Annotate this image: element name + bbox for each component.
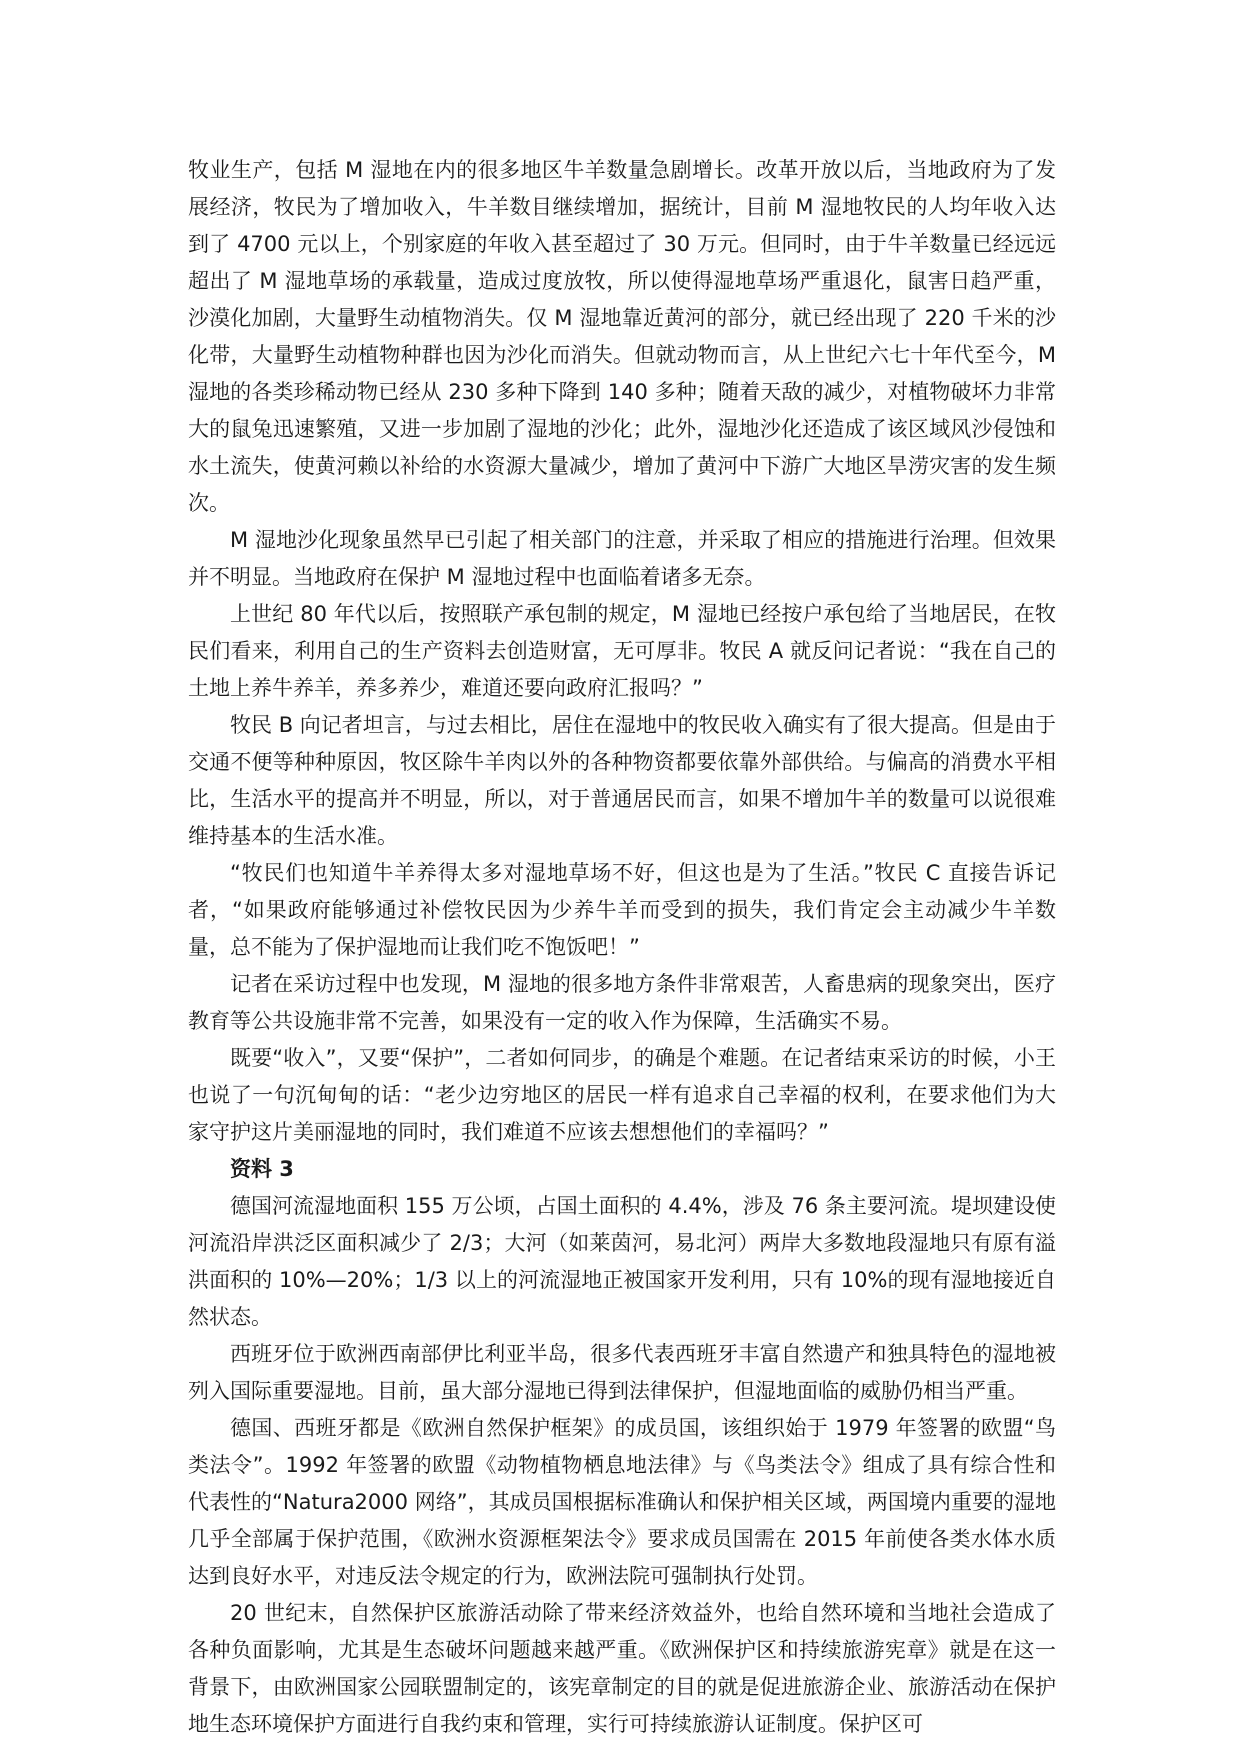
paragraph-livestock-growth: 牧业生产，包括 M 湿地在内的很多地区牛羊数量急剧增长。改革开放以后，当地政府为了发展经济，牧民为了增加收入，牛羊数目继续增加，据统计，目前 M 湿地牧民的人均年收入达到了 4700 元以上，个别家庭的年收入甚至超过了 30 万元。但同时，由于牛羊数量已经远远超出了 M 湿地草场的承载量，造成过度放牧，所以使得湿地草场严重退化，鼠害日趋严重，沙漠化加剧，大量野生动植物消失。仅 M 湿地靠近黄河的部分，就已经出现了 220 千米的沙化带，大量野生动植物种群也因为沙化而消失。但就动物而言，从上世纪六七十年代至今，M 湿地的各类珍稀动物已经从 230 多种下降到 140 多种；随着天敌的减少，对植物破坏力非常大的鼠兔迅速繁殖，又进一步加剧了湿地的沙化；此外，湿地沙化还造成了该区域风沙侵蚀和水土流失，使黄河赖以补给的水资源大量减少，增加了黄河中下游广大地区旱涝灾害的发生频次。	[188, 158, 1056, 515]
document-page	[188, 152, 1056, 1743]
paragraph-income-vs-protection: 既要“收入”，又要“保护”，二者如何同步，的确是个难题。在记者结束采访的时候，小王也说了一句沉甸甸的话：“老少边穷地区的居民一样有追求自己幸福的权利，在要求他们为大家守护这片美丽湿地的同时，我们难道不应该去想想他们的幸福吗？”	[188, 1046, 1056, 1144]
paragraph-herder-a: 上世纪 80 年代以后，按照联产承包制的规定，M 湿地已经按户承包给了当地居民，在牧民们看来，利用自己的生产资料去创造财富，无可厚非。牧民 A 就反问记者说：“我在自己的土地上养牛养羊，养多养少，难道还要向政府汇报吗？”	[188, 602, 1056, 700]
paragraph-european-framework: 德国、西班牙都是《欧洲自然保护框架》的成员国，该组织始于 1979 年签署的欧盟“鸟类法令”。1992 年签署的欧盟《动物植物栖息地法律》与《鸟类法令》组成了具有综合性和代表性的“Natura2000 网络”，其成员国根据标准确认和保护相关区域，两国境内重要的湿地几乎全部属于保护范围，《欧洲水资源框架法令》要求成员国需在 2015 年前使各类水体水质达到良好水平，对违反法令规定的行为，欧洲法院可强制执行处罚。	[188, 1416, 1056, 1588]
paragraph-sustainable-tourism: 20 世纪末，自然保护区旅游活动除了带来经济效益外，也给自然环境和当地社会造成了各种负面影响，尤其是生态破坏问题越来越严重。《欧洲保护区和持续旅游宪章》就是在这一背景下，由欧洲国家公园联盟制定的，该宪章制定的目的就是促进旅游企业、旅游活动在保护地生态环境保护方面进行自我约束和管理，实行可持续旅游认证制度。保护区可	[188, 1601, 1056, 1736]
section-heading-material-3: 资料 3	[230, 1157, 294, 1181]
paragraph-herder-c: “牧民们也知道牛羊养得太多对湿地草场不好，但这也是为了生活。”牧民 C 直接告诉记者，“如果政府能够通过补偿牧民因为少养牛羊而受到的损失，我们肯定会主动减少牛羊数量，总不能为了保护湿地而让我们吃不饱饭吧！”	[188, 861, 1056, 959]
paragraph-spain-wetlands: 西班牙位于欧洲西南部伊比利亚半岛，很多代表西班牙丰富自然遗产和独具特色的湿地被列入国际重要湿地。目前，虽大部分湿地已得到法律保护，但湿地面临的威胁仍相当严重。	[188, 1342, 1056, 1403]
paragraph-germany-wetlands: 德国河流湿地面积 155 万公顷，占国土面积的 4.4%，涉及 76 条主要河流。堤坝建设使河流沿岸洪泛区面积减少了 2/3；大河（如莱茵河，易北河）两岸大多数地段湿地只有原有溢洪面积的 10%—20%；1/3 以上的河流湿地正被国家开发利用，只有 10%的现有湿地接近自然状态。	[188, 1194, 1056, 1329]
paragraph-desertification-measures: M 湿地沙化现象虽然早已引起了相关部门的注意，并采取了相应的措施进行治理。但效果并不明显。当地政府在保护 M 湿地过程中也面临着诸多无奈。	[188, 528, 1056, 589]
paragraph-herder-b: 牧民 B 向记者坦言，与过去相比，居住在湿地中的牧民收入确实有了很大提高。但是由于交通不便等种种原因，牧区除牛羊肉以外的各种物资都要依靠外部供给。与偏高的消费水平相比，生活水平的提高并不明显，所以，对于普通居民而言，如果不增加牛羊的数量可以说很难维持基本的生活水准。	[188, 713, 1056, 848]
paragraph-reporter-findings: 记者在采访过程中也发现，M 湿地的很多地方条件非常艰苦，人畜患病的现象突出，医疗教育等公共设施非常不完善，如果没有一定的收入作为保障，生活确实不易。	[188, 972, 1056, 1033]
